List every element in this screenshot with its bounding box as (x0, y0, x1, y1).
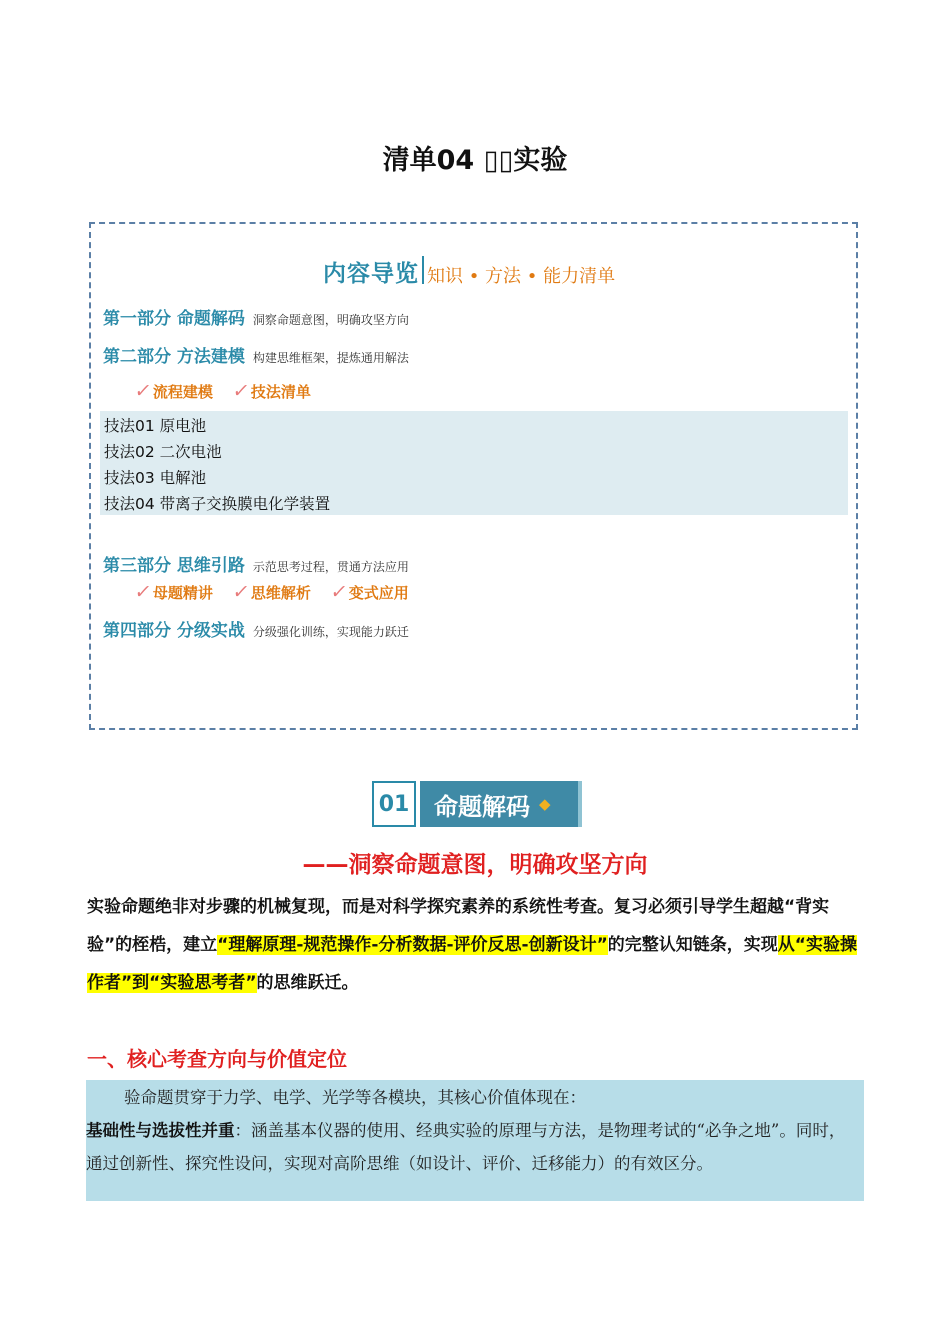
part-desc: 分级强化训练，实现能力跃迁 (252, 625, 409, 639)
value-panel (86, 1080, 864, 1201)
panel-bold-term: 基础性与选拔性并重 (86, 1121, 235, 1140)
method-list-panel (100, 411, 848, 515)
guide-part-1 (103, 304, 409, 329)
check-mark-icon: ✓ (230, 380, 251, 402)
section-label-text: 命题解码 (434, 792, 530, 821)
section-heading: 一、核心考查方向与价值定位 (87, 1047, 347, 1071)
section-label (420, 781, 582, 827)
content-guide-box (89, 222, 858, 730)
part3-check-row (135, 581, 409, 603)
check-label: 母题精讲 (152, 583, 213, 602)
check-label: 流程建模 (152, 382, 213, 401)
method-item: 技法01 原电池 (104, 417, 207, 435)
part-desc: 洞察命题意图，明确攻坚方向 (252, 313, 409, 327)
method-item: 技法03 电解池 (104, 469, 207, 487)
guide-part-4 (103, 616, 409, 641)
document-title: 清单04 ▯▯实验 (382, 145, 568, 176)
section-number: 01 (372, 781, 416, 827)
guide-heading-main: 内容导览 (323, 261, 419, 287)
check-label: 技法清单 (250, 382, 311, 401)
panel-body-text: ：涵盖基本仪器的使用、经典实验的原理与方法，是物理考试的“必争之地”。同时，通过创新性、探究性设问，实现对高阶思维（如设计、评价、迁移能力）的有效区分。 (86, 1121, 846, 1173)
guide-heading-sub: 知识 • 方法 • 能力清单 (427, 266, 616, 287)
diamond-icon: ◆ (539, 795, 551, 813)
guide-part-2 (103, 342, 409, 367)
guide-part-3 (103, 551, 409, 576)
highlighted-text: 从“实验操作者”到“实验思考者” (87, 935, 857, 993)
panel-intro: 验命题贯穿于力学、电学、光学等各模块，其核心价值体现在： (124, 1088, 586, 1107)
check-label: 思维解析 (250, 583, 311, 602)
check-item (230, 581, 311, 603)
intro-text: 的完整认知链条，实现 (607, 935, 778, 955)
part-title: 第二部分 方法建模 (103, 347, 245, 367)
intro-text: 实验命题绝非对步骤的机械复现，而是对科学探究素养的系统性考查。复习必须引导学生超越“背实验”的桎梏，建立 (87, 897, 830, 955)
check-mark-icon: ✓ (230, 581, 251, 603)
highlighted-text: “理解原理-规范操作-分析数据-评价反思-创新设计” (217, 935, 608, 955)
part-title: 第一部分 命题解码 (103, 309, 245, 329)
section-subtitle: ——洞察命题意图，明确攻坚方向 (302, 852, 648, 878)
check-mark-icon: ✓ (328, 581, 349, 603)
check-label: 变式应用 (348, 583, 409, 602)
intro-paragraph (87, 888, 867, 1002)
check-item (135, 380, 213, 402)
part-title: 第三部分 思维引路 (103, 556, 245, 576)
panel-body (86, 1114, 858, 1180)
check-item (230, 380, 311, 402)
section-badge (372, 781, 582, 827)
check-mark-icon: ✓ (133, 380, 153, 402)
check-mark-icon: ✓ (133, 581, 153, 603)
part-title: 第四部分 分级实战 (103, 621, 245, 641)
part2-check-row (135, 380, 311, 402)
part-desc: 构建思维框架，提炼通用解法 (252, 351, 409, 365)
heading-divider (422, 256, 424, 284)
method-item: 技法02 二次电池 (104, 443, 222, 461)
check-item (135, 581, 213, 603)
part-desc: 示范思考过程，贯通方法应用 (252, 560, 409, 574)
guide-heading (323, 252, 615, 288)
method-item: 技法04 带离子交换膜电化学装置 (104, 495, 331, 513)
check-item (328, 581, 409, 603)
intro-text: 的思维跃迁。 (256, 973, 359, 993)
